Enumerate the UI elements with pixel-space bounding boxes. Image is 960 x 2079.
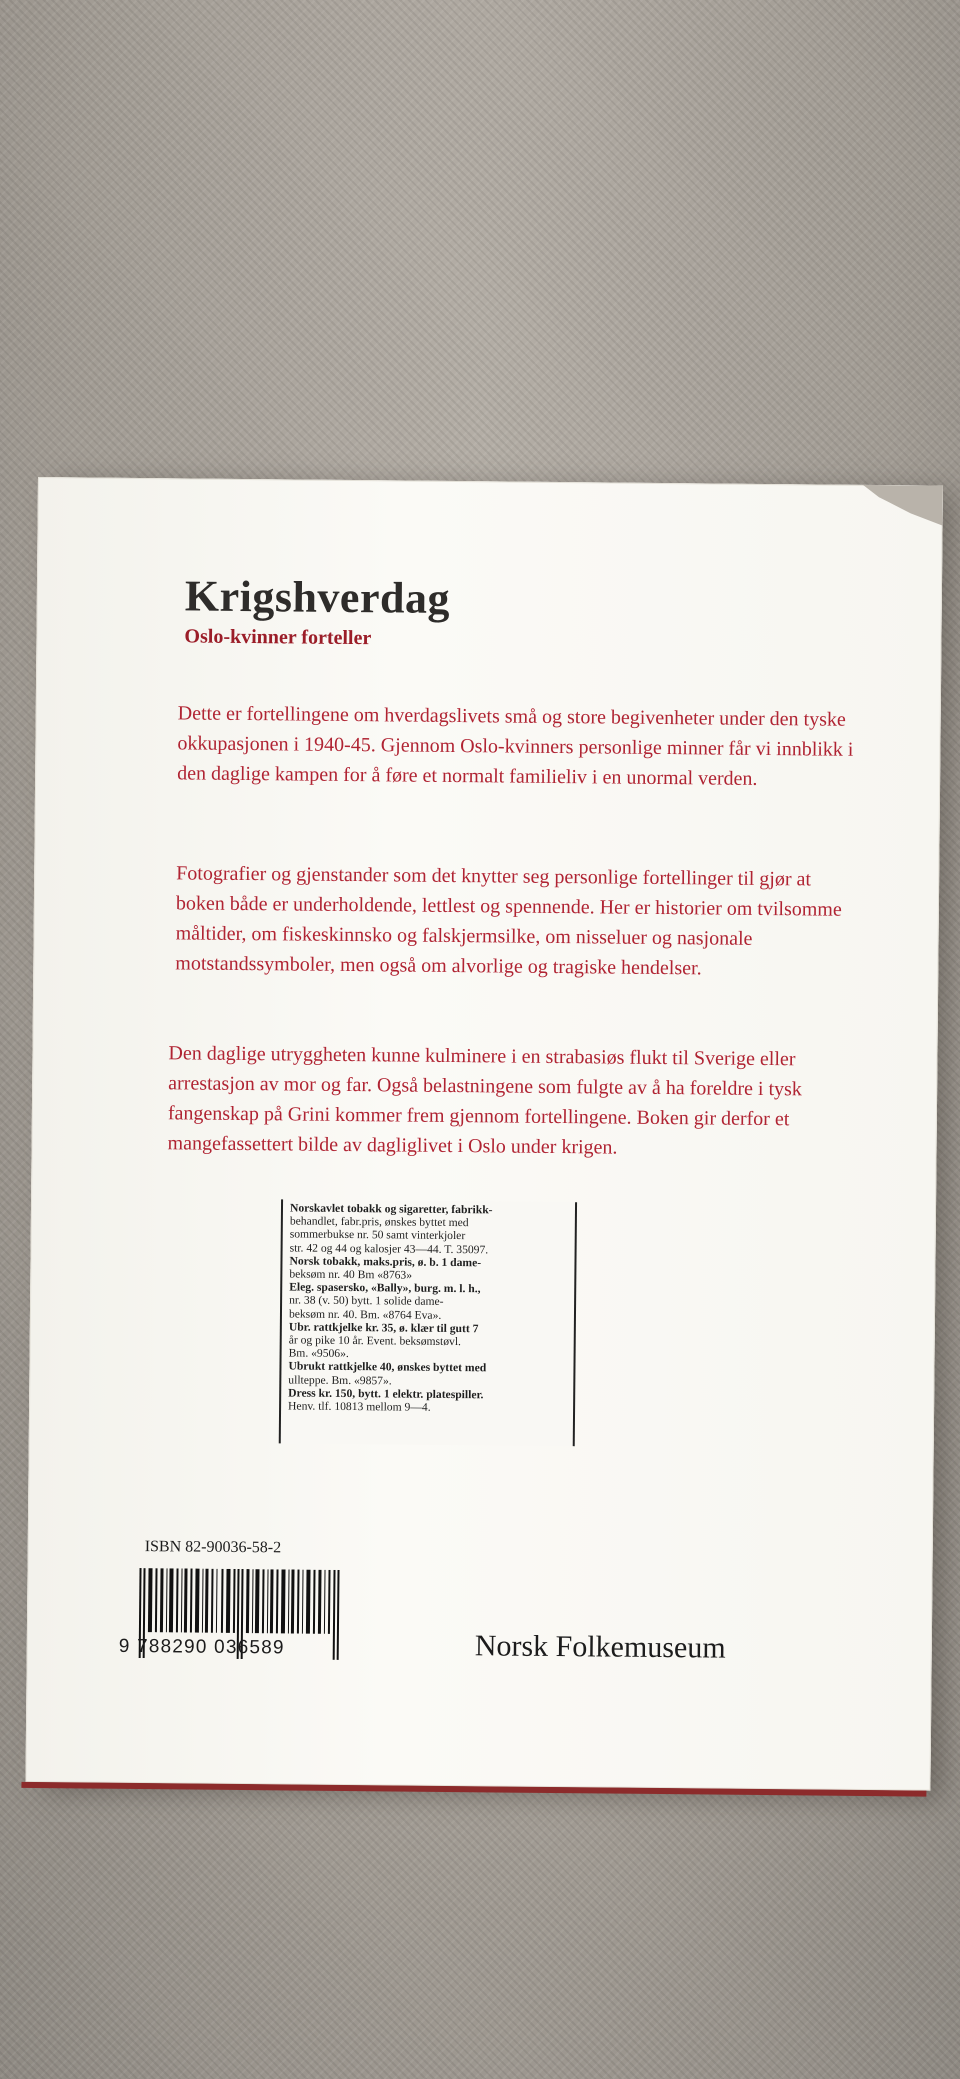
worn-corner (863, 485, 943, 526)
ad-line: beksøm nr. 40 Bm «8763» (289, 1267, 413, 1282)
ad-line: Henv. tlf. 10813 mellom 9—4. (288, 1399, 431, 1414)
blurb-paragraph-1: Dette er fortellingene om hverdagslivets små og store begivenheter under den tyske okkupasjonen i 1940-45. Gjennom Oslo-kvinners personlige minner får vi innblikk i den daglige kampen for å føre et normalt familieliv i en unormal verden. (177, 702, 854, 790)
publisher-name: Norsk Folkemuseum (474, 1629, 726, 1665)
barcode-digits: 9 788290 036589 (118, 1635, 285, 1659)
ad-line: år og pike 10 år. Event. beksømstøvl. (288, 1333, 462, 1349)
ad-line: beksøm nr. 40. Bm. «8764 Eva». (288, 1307, 442, 1322)
ad-line: Dress kr. 150, bytt. 1 elektr. platespiller. (288, 1386, 484, 1402)
blurb-paragraph-2: Fotografier og gjenstander som det knytter seg personlige fortellinger til gjør at boken både er underholdende, lettlest og spennende. Her er historier om tvilsomme måltider, om fiskeskinnsko og falskjermsilke, om nisseluer og nasjonale motstandssymboler, men også om alvorlige og tragiske hendelser. (175, 862, 842, 980)
book-title: Krigshverdag (184, 571, 451, 623)
book-subtitle: Oslo-kvinner forteller (184, 625, 372, 650)
newspaper-ad-clipping (279, 1199, 577, 1446)
isbn-label: ISBN 82-90036-58-2 (144, 1538, 282, 1557)
ad-line: Bm. «9506». (288, 1346, 349, 1361)
ad-line: str. 42 og 44 og kalosjer 43—44. T. 35097. (289, 1241, 489, 1256)
ad-line: sommerbukse nr. 50 samt vinterkjoler (289, 1227, 466, 1243)
ad-line: Eleg. spasersko, «Bally», burg. m. l. h., (289, 1280, 481, 1296)
ad-line: Norsk tobakk, maks.pris, ø. b. 1 dame- (289, 1254, 482, 1270)
ad-line: Ubrukt rattkjelke 40, ønskes byttet med (288, 1359, 487, 1375)
blurb-paragraph-3: Den daglige utryggheten kunne kulminere i en strabasiøs flukt til Sverige eller arrestasjon av mor og far. Også belastningene som fulgte av å ha foreldre i tysk fangenskap på Grini kommer frem gjennom fortellingene. Boken gir derfor et mangefassettert bilde av dagliglivet i Oslo under krigen. (167, 1042, 802, 1159)
ad-line: Norskavlet tobakk og sigaretter, fabrikk- (289, 1201, 493, 1217)
ad-line: ullteppe. Bm. «9857». (288, 1373, 392, 1388)
ad-line: behandlet, fabr.pris, ønskes byttet med (289, 1214, 469, 1230)
ad-line: Ubr. rattkjelke kr. 35, ø. klær til gutt 7 (288, 1320, 479, 1336)
book-back-cover (25, 477, 942, 1791)
ad-line: nr. 38 (v. 50) bytt. 1 solide dame- (289, 1293, 444, 1309)
